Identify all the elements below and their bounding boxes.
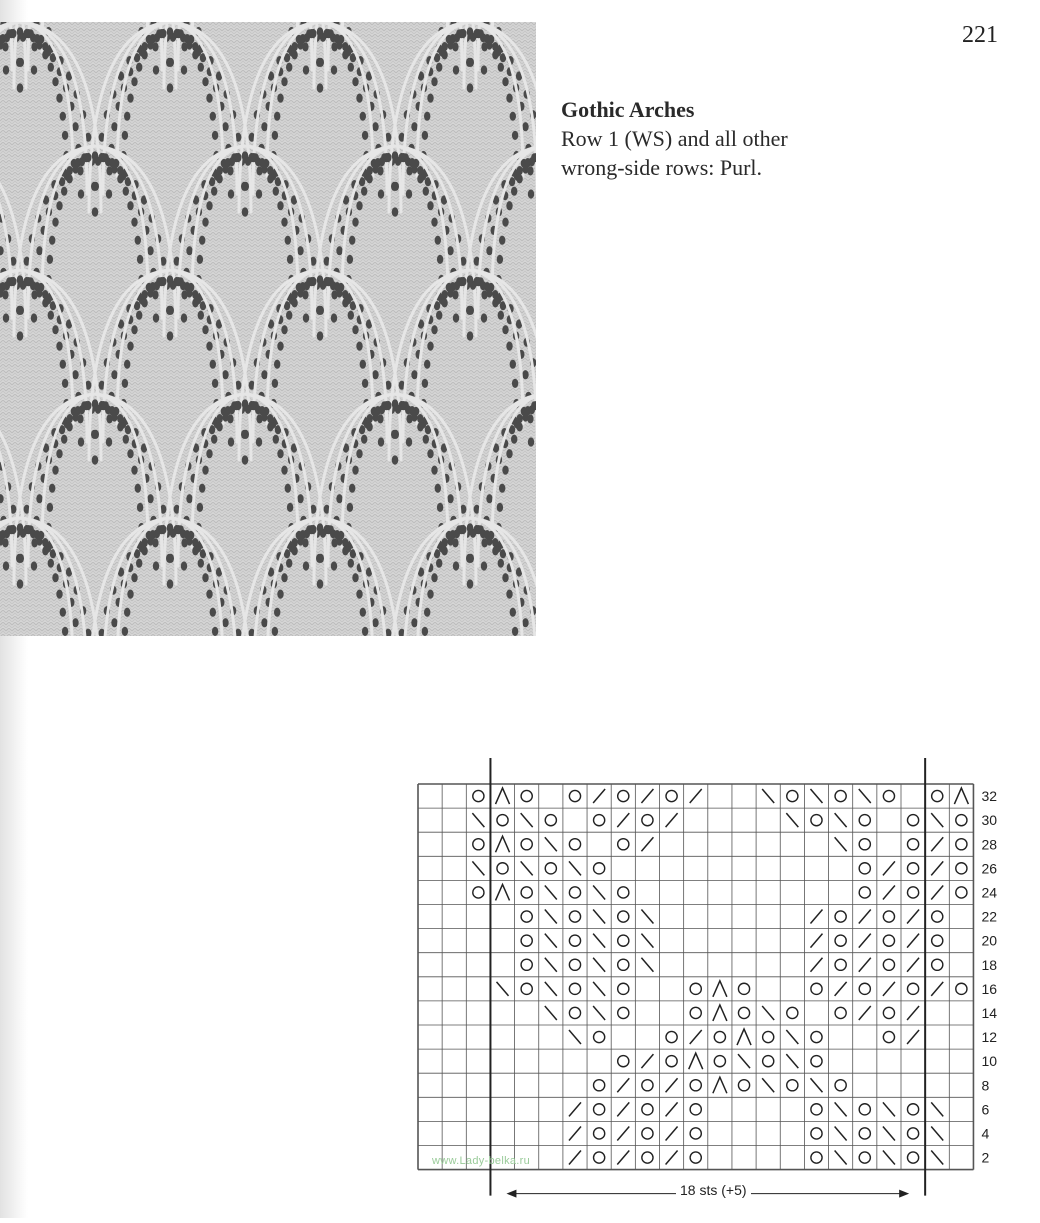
- ssk-symbol: [497, 982, 509, 996]
- ssk-symbol: [593, 885, 605, 899]
- yarn-over-symbol: [714, 1056, 725, 1067]
- yarn-over-symbol: [618, 839, 629, 850]
- yarn-over-symbol: [763, 1031, 774, 1042]
- yarn-over-symbol: [883, 959, 894, 970]
- yarn-over-symbol: [666, 1031, 677, 1042]
- row-number-label: 2: [981, 1149, 990, 1166]
- k2tog-symbol: [593, 789, 605, 803]
- k2tog-symbol: [641, 789, 653, 803]
- yarn-over-symbol: [666, 790, 677, 801]
- ssk-symbol: [786, 813, 798, 827]
- ssk-symbol: [593, 934, 605, 948]
- yarn-over-symbol: [521, 959, 532, 970]
- yarn-over-symbol: [787, 1007, 798, 1018]
- ssk-symbol: [593, 958, 605, 972]
- ssk-symbol: [883, 1126, 895, 1140]
- ssk-symbol: [762, 1006, 774, 1020]
- yarn-over-symbol: [835, 911, 846, 922]
- k2tog-symbol: [617, 813, 629, 827]
- yarn-over-symbol: [907, 983, 918, 994]
- yarn-over-symbol: [594, 1080, 605, 1091]
- yarn-over-symbol: [618, 983, 629, 994]
- k2tog-symbol: [907, 958, 919, 972]
- yarn-over-symbol: [835, 959, 846, 970]
- k2tog-symbol: [666, 1102, 678, 1116]
- instructions-line-1: Row 1 (WS) and all other: [561, 126, 788, 151]
- yarn-over-symbol: [642, 1152, 653, 1163]
- double-decrease-symbol: [496, 836, 510, 852]
- k2tog-symbol: [931, 837, 943, 851]
- repeat-arrow-right-head: [899, 1190, 909, 1198]
- k2tog-symbol: [666, 1151, 678, 1165]
- yarn-over-symbol: [932, 959, 943, 970]
- yarn-over-symbol: [932, 935, 943, 946]
- ssk-symbol: [569, 1030, 581, 1044]
- yarn-over-symbol: [521, 911, 532, 922]
- row-number-label: 32: [981, 788, 998, 805]
- ssk-symbol: [545, 910, 557, 924]
- yarn-over-symbol: [569, 1007, 580, 1018]
- ssk-symbol: [835, 837, 847, 851]
- yarn-over-symbol: [883, 911, 894, 922]
- k2tog-symbol: [617, 1078, 629, 1092]
- yarn-over-symbol: [835, 935, 846, 946]
- k2tog-symbol: [641, 1054, 653, 1068]
- yarn-over-symbol: [545, 863, 556, 874]
- yarn-over-symbol: [907, 1104, 918, 1115]
- yarn-over-symbol: [690, 1104, 701, 1115]
- k2tog-symbol: [810, 958, 822, 972]
- yarn-over-symbol: [811, 1031, 822, 1042]
- ssk-symbol: [593, 1006, 605, 1020]
- k2tog-symbol: [569, 1102, 581, 1116]
- pattern-title: Gothic Arches: [561, 97, 695, 122]
- ssk-symbol: [472, 861, 484, 875]
- watermark-text: www.Lady-belka.ru: [432, 1155, 531, 1167]
- ssk-symbol: [810, 1078, 822, 1092]
- double-decrease-symbol: [954, 788, 968, 804]
- ssk-symbol: [545, 982, 557, 996]
- ssk-symbol: [883, 1151, 895, 1165]
- yarn-over-symbol: [883, 935, 894, 946]
- ssk-symbol: [762, 1078, 774, 1092]
- k2tog-symbol: [569, 1151, 581, 1165]
- yarn-over-symbol: [497, 815, 508, 826]
- yarn-over-symbol: [690, 1152, 701, 1163]
- double-decrease-symbol: [496, 788, 510, 804]
- k2tog-symbol: [666, 813, 678, 827]
- yarn-over-symbol: [859, 815, 870, 826]
- yarn-over-symbol: [714, 1031, 725, 1042]
- yarn-over-symbol: [811, 983, 822, 994]
- yarn-over-symbol: [666, 1056, 677, 1067]
- k2tog-symbol: [617, 1151, 629, 1165]
- row-number-label: 20: [981, 932, 998, 949]
- yarn-over-symbol: [883, 1007, 894, 1018]
- yarn-over-symbol: [763, 1056, 774, 1067]
- ssk-symbol: [472, 813, 484, 827]
- yarn-over-symbol: [569, 911, 580, 922]
- yarn-over-symbol: [859, 1128, 870, 1139]
- row-number-label: 16: [981, 980, 998, 997]
- k2tog-symbol: [931, 861, 943, 875]
- k2tog-symbol: [907, 934, 919, 948]
- yarn-over-symbol: [618, 935, 629, 946]
- double-decrease-symbol: [737, 1029, 751, 1045]
- ssk-symbol: [641, 910, 653, 924]
- yarn-over-symbol: [569, 790, 580, 801]
- yarn-over-symbol: [883, 1031, 894, 1042]
- yarn-over-symbol: [907, 839, 918, 850]
- ssk-symbol: [931, 1151, 943, 1165]
- yarn-over-symbol: [642, 1080, 653, 1091]
- double-decrease-symbol: [713, 1005, 727, 1021]
- k2tog-symbol: [569, 1126, 581, 1140]
- yarn-over-symbol: [690, 1080, 701, 1091]
- yarn-over-symbol: [738, 1007, 749, 1018]
- yarn-over-symbol: [956, 815, 967, 826]
- yarn-over-symbol: [594, 1128, 605, 1139]
- repeat-arrow-left-head: [506, 1190, 516, 1198]
- row-number-label: 22: [981, 908, 998, 925]
- yarn-over-symbol: [569, 887, 580, 898]
- yarn-over-symbol: [594, 1031, 605, 1042]
- k2tog-symbol: [641, 837, 653, 851]
- yarn-over-symbol: [956, 983, 967, 994]
- row-number-label: 18: [981, 956, 998, 973]
- yarn-over-symbol: [907, 815, 918, 826]
- yarn-over-symbol: [859, 1152, 870, 1163]
- ssk-symbol: [521, 813, 533, 827]
- k2tog-symbol: [859, 1006, 871, 1020]
- yarn-over-symbol: [642, 1104, 653, 1115]
- k2tog-symbol: [617, 1102, 629, 1116]
- ssk-symbol: [641, 958, 653, 972]
- yarn-over-symbol: [594, 863, 605, 874]
- yarn-over-symbol: [907, 863, 918, 874]
- yarn-over-symbol: [907, 887, 918, 898]
- yarn-over-symbol: [932, 790, 943, 801]
- k2tog-symbol: [617, 1126, 629, 1140]
- yarn-over-symbol: [618, 911, 629, 922]
- yarn-over-symbol: [594, 1104, 605, 1115]
- ssk-symbol: [859, 789, 871, 803]
- yarn-over-symbol: [521, 839, 532, 850]
- yarn-over-symbol: [811, 1104, 822, 1115]
- yarn-over-symbol: [521, 790, 532, 801]
- ssk-symbol: [569, 861, 581, 875]
- double-decrease-symbol: [689, 1053, 703, 1069]
- yarn-over-symbol: [618, 790, 629, 801]
- yarn-over-symbol: [787, 1080, 798, 1091]
- k2tog-symbol: [859, 958, 871, 972]
- yarn-over-symbol: [618, 887, 629, 898]
- yarn-over-symbol: [835, 1007, 846, 1018]
- ssk-symbol: [883, 1102, 895, 1116]
- k2tog-symbol: [666, 1126, 678, 1140]
- k2tog-symbol: [883, 982, 895, 996]
- yarn-over-symbol: [835, 1080, 846, 1091]
- k2tog-symbol: [931, 982, 943, 996]
- row-number-label: 30: [981, 812, 998, 829]
- yarn-over-symbol: [594, 815, 605, 826]
- k2tog-symbol: [810, 910, 822, 924]
- yarn-over-symbol: [859, 839, 870, 850]
- ssk-symbol: [545, 958, 557, 972]
- k2tog-symbol: [810, 934, 822, 948]
- page-number: 221: [962, 22, 998, 48]
- ssk-symbol: [835, 1102, 847, 1116]
- ssk-symbol: [545, 934, 557, 948]
- row-number-label: 26: [981, 860, 998, 877]
- yarn-over-symbol: [956, 887, 967, 898]
- ssk-symbol: [545, 885, 557, 899]
- yarn-over-symbol: [521, 935, 532, 946]
- yarn-over-symbol: [859, 887, 870, 898]
- ssk-symbol: [786, 1054, 798, 1068]
- k2tog-symbol: [907, 910, 919, 924]
- ssk-symbol: [931, 1126, 943, 1140]
- yarn-over-symbol: [521, 887, 532, 898]
- ssk-symbol: [835, 1151, 847, 1165]
- yarn-over-symbol: [956, 839, 967, 850]
- yarn-over-symbol: [569, 935, 580, 946]
- ssk-symbol: [545, 837, 557, 851]
- yarn-over-symbol: [473, 790, 484, 801]
- k2tog-symbol: [883, 861, 895, 875]
- ssk-symbol: [835, 1126, 847, 1140]
- double-decrease-symbol: [713, 1077, 727, 1093]
- k2tog-symbol: [907, 1030, 919, 1044]
- yarn-over-symbol: [473, 839, 484, 850]
- yarn-over-symbol: [642, 1128, 653, 1139]
- row-number-label: 28: [981, 836, 998, 853]
- yarn-over-symbol: [569, 983, 580, 994]
- yarn-over-symbol: [932, 911, 943, 922]
- repeat-width-label: 18 sts (+5): [676, 1182, 751, 1198]
- ssk-symbol: [641, 934, 653, 948]
- ssk-symbol: [545, 1006, 557, 1020]
- yarn-over-symbol: [690, 983, 701, 994]
- row-number-label: 12: [981, 1029, 998, 1046]
- k2tog-symbol: [835, 982, 847, 996]
- ssk-symbol: [593, 910, 605, 924]
- ssk-symbol: [786, 1030, 798, 1044]
- yarn-over-symbol: [690, 1128, 701, 1139]
- row-number-label: 6: [981, 1101, 990, 1118]
- yarn-over-symbol: [738, 983, 749, 994]
- ssk-symbol: [810, 789, 822, 803]
- k2tog-symbol: [690, 789, 702, 803]
- instructions-line-2: wrong-side rows: Purl.: [561, 155, 763, 180]
- yarn-over-symbol: [883, 790, 894, 801]
- yarn-over-symbol: [569, 839, 580, 850]
- yarn-over-symbol: [569, 959, 580, 970]
- yarn-over-symbol: [907, 1152, 918, 1163]
- k2tog-symbol: [666, 1078, 678, 1092]
- double-decrease-symbol: [713, 981, 727, 997]
- k2tog-symbol: [931, 885, 943, 899]
- row-number-label: 24: [981, 884, 998, 901]
- yarn-over-symbol: [618, 959, 629, 970]
- yarn-over-symbol: [835, 790, 846, 801]
- yarn-over-symbol: [618, 1007, 629, 1018]
- yarn-over-symbol: [907, 1128, 918, 1139]
- k2tog-symbol: [859, 910, 871, 924]
- yarn-over-symbol: [545, 815, 556, 826]
- yarn-over-symbol: [787, 790, 798, 801]
- row-number-label: 4: [981, 1125, 990, 1142]
- ssk-symbol: [835, 813, 847, 827]
- k2tog-symbol: [907, 1006, 919, 1020]
- yarn-over-symbol: [642, 815, 653, 826]
- yarn-over-symbol: [618, 1056, 629, 1067]
- ssk-symbol: [593, 982, 605, 996]
- ssk-symbol: [931, 813, 943, 827]
- row-number-label: 10: [981, 1053, 998, 1070]
- double-decrease-symbol: [496, 884, 510, 900]
- ssk-symbol: [521, 861, 533, 875]
- yarn-over-symbol: [738, 1080, 749, 1091]
- k2tog-symbol: [859, 934, 871, 948]
- ssk-symbol: [762, 789, 774, 803]
- yarn-over-symbol: [859, 983, 870, 994]
- yarn-over-symbol: [811, 1056, 822, 1067]
- yarn-over-symbol: [956, 863, 967, 874]
- yarn-over-symbol: [521, 983, 532, 994]
- yarn-over-symbol: [594, 1152, 605, 1163]
- yarn-over-symbol: [859, 1104, 870, 1115]
- row-number-label: 14: [981, 1004, 998, 1021]
- yarn-over-symbol: [497, 863, 508, 874]
- ssk-symbol: [738, 1054, 750, 1068]
- ssk-symbol: [931, 1102, 943, 1116]
- yarn-over-symbol: [690, 1007, 701, 1018]
- row-number-label: 8: [981, 1077, 990, 1094]
- yarn-over-symbol: [811, 815, 822, 826]
- k2tog-symbol: [690, 1030, 702, 1044]
- k2tog-symbol: [883, 885, 895, 899]
- yarn-over-symbol: [811, 1152, 822, 1163]
- yarn-over-symbol: [811, 1128, 822, 1139]
- yarn-over-symbol: [473, 887, 484, 898]
- yarn-over-symbol: [859, 863, 870, 874]
